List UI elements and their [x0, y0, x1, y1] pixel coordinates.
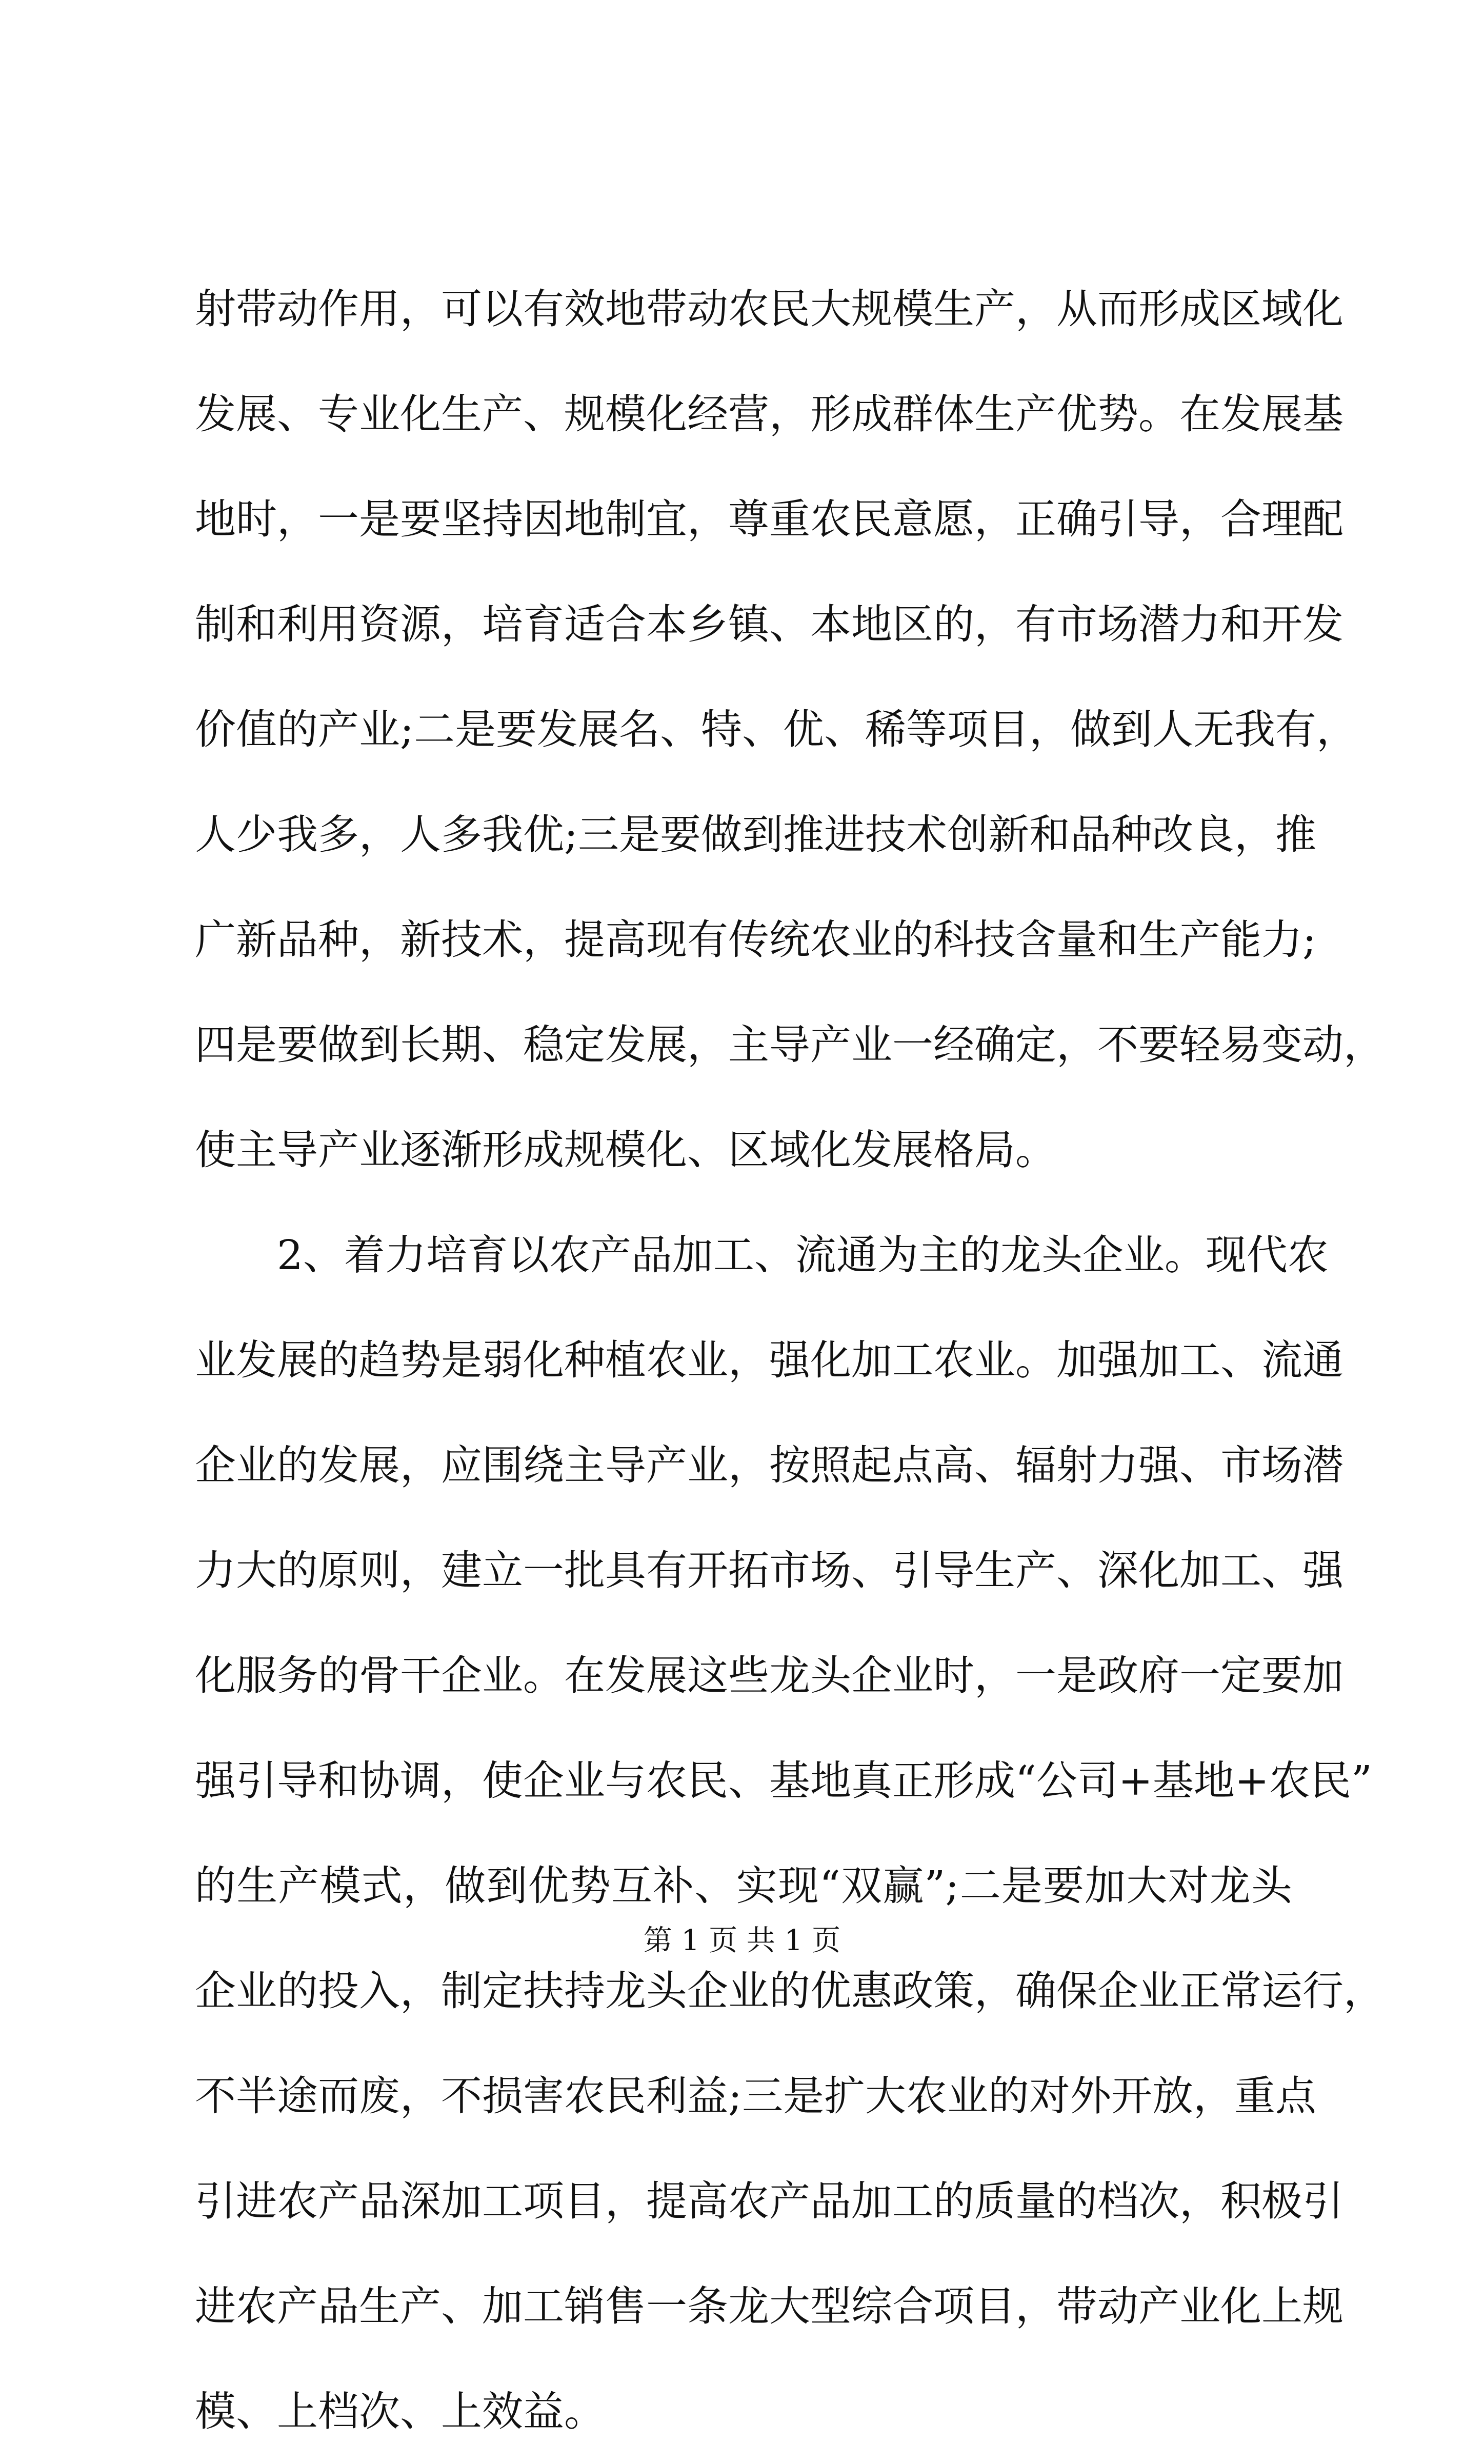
text-line: 企业的发展，应围绕主导产业，按照起点高、辐射力强、市场潜	[195, 1441, 1343, 1489]
text-line: 企业的投入，制定扶持龙头企业的优惠政策，确保企业正常运行，	[195, 1967, 1385, 2015]
paragraph-2	[195, 1203, 1385, 2464]
text-line: 力大的原则，建立一批具有开拓市场、引导生产、深化加工、强	[195, 1547, 1343, 1594]
text-line: 2、着力培育以农产品加工、流通为主的龙头企业。现代农	[277, 1231, 1329, 1279]
text-line: 射带动作用，可以有效地带动农民大规模生产，从而形成区域化	[195, 285, 1343, 333]
text-line: 人少我多，人多我优;三是要做到推进技术创新和品种改良，推	[195, 811, 1316, 858]
text-line: 制和利用资源，培育适合本乡镇、本地区的，有市场潜力和开发	[195, 600, 1343, 648]
text-line: 的生产模式，做到优势互补、实现“双赢”;二是要加大对龙头	[195, 1862, 1292, 1910]
text-line: 价值的产业;二是要发展名、特、优、稀等项目，做到人无我有，	[195, 706, 1357, 753]
paragraph-1	[195, 256, 1385, 1203]
text-line: 业发展的趋势是弱化种植农业，强化加工农业。加强加工、流通	[195, 1336, 1343, 1384]
text-line: 引进农产品深加工项目，提高农产品加工的质量的档次，积极引	[195, 2177, 1343, 2225]
page-footer: 第 1 页 共 1 页	[643, 1924, 841, 1957]
text-line: 发展、专业化生产、规模化经营，形成群体生产优势。在发展基	[195, 390, 1343, 438]
text-line: 广新品种，新技术，提高现有传统农业的科技含量和生产能力;	[195, 916, 1316, 964]
text-line: 进农产品生产、加工销售一条龙大型综合项目，带动产业化上规	[195, 2282, 1343, 2330]
document-body	[195, 256, 1385, 2464]
text-line: 化服务的骨干企业。在发展这些龙头企业时，一是政府一定要加	[195, 1652, 1343, 1699]
text-line: 使主导产业逐渐形成规模化、区域化发展格局。	[195, 1126, 1056, 1174]
text-line: 不半途而废，不损害农民利益;三是扩大农业的对外开放，重点	[195, 2072, 1316, 2120]
text-line: 地时，一是要坚持因地制宜，尊重农民意愿，正确引导，合理配	[195, 495, 1343, 543]
text-line: 四是要做到长期、稳定发展，主导产业一经确定，不要轻易变动，	[195, 1021, 1385, 1069]
text-line: 模、上档次、上效益。	[195, 2388, 605, 2435]
text-line: 强引导和协调，使企业与农民、基地真正形成“公司+基地+农民”	[195, 1757, 1372, 1805]
